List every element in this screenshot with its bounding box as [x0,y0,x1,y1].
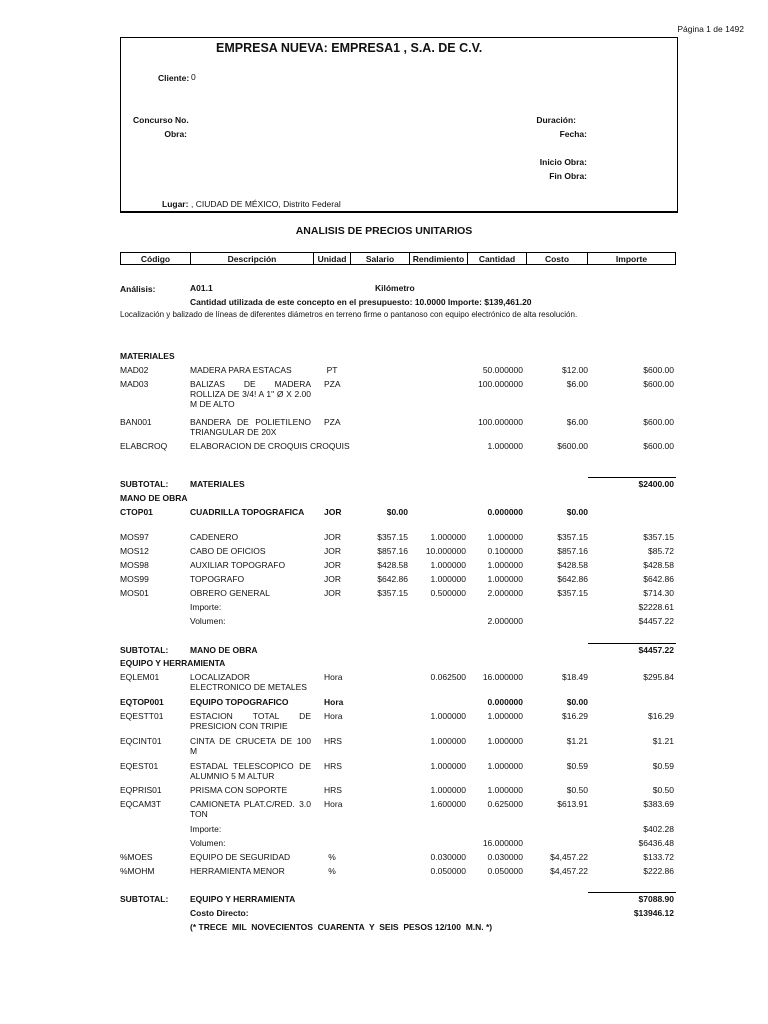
row-importe: $1.21 [652,736,674,746]
subtotal-value: $7088.90 [638,894,674,904]
row-costo: $16.29 [562,711,588,721]
importe-value: $402.28 [643,824,674,834]
row-code: EQPRIS01 [120,785,162,795]
row-code: MAD02 [120,365,149,375]
row-rendimiento: 1.000000 [430,761,466,771]
page-title: ANALISIS DE PRECIOS UNITARIOS [295,225,473,237]
row-cantidad: 1.000000 [487,532,523,542]
company-name: EMPRESA NUEVA: EMPRESA1 , S.A. DE C.V. [216,41,483,55]
section-materiales: MATERIALES [120,351,175,361]
row-rendimiento: 1.000000 [430,560,466,570]
row-salario: $857.16 [377,546,408,556]
row-description: AUXILIAR TOPOGRAFO [190,560,286,570]
row-unit: JOR [324,588,341,598]
row-rendimiento: 1.000000 [430,532,466,542]
row-unit: JOR [324,560,341,570]
col-header-costo: Costo [526,252,588,265]
lugar-label: Lugar: [162,199,189,209]
duracion-label: Duración: [536,115,576,125]
row-code: MOS12 [120,546,149,556]
row-importe: $0.59 [652,761,674,771]
row-description: TOPOGRAFO [190,574,245,584]
row-unit: Hora [324,711,343,721]
col-header-rendimiento: Rendimiento [409,252,468,265]
subtotal-name: MANO DE OBRA [190,645,258,655]
row-code: ELABCROQ [120,441,168,451]
row-salario: $428.58 [377,560,408,570]
row-unit: PZA [324,417,341,427]
row-description: CINTA DE CRUCETA DE 100 M [190,736,311,756]
row-description: EQUIPO DE SEGURIDAD [190,852,291,862]
row-costo: $428.58 [557,560,588,570]
volumen-label: Volumen: [190,616,226,626]
row-importe: $295.84 [643,672,674,682]
subtotal-name: MATERIALES [190,479,245,489]
analisis-quantity: Cantidad utilizada de este concepto en el presupuesto: 10.0000 Importe: $139,461.20 [190,297,532,307]
row-importe: $383.69 [643,799,674,809]
row-unit: HRS [324,761,342,771]
row-description: CADENERO [190,532,239,542]
row-code: MOS98 [120,560,149,570]
row-cantidad: 0.000000 [487,507,523,517]
subtotal-label: SUBTOTAL: [120,894,169,904]
row-unit: HRS [324,736,342,746]
row-cantidad: 1.000000 [487,441,523,451]
row-importe: $600.00 [643,417,674,427]
volumen-value: $4457.22 [638,616,674,626]
lugar-value: , CIUDAD DE MÉXICO, Distrito Federal [191,199,341,209]
cliente-value: 0 [191,72,196,82]
row-cantidad: 0.030000 [487,852,523,862]
row-code: EQCINT01 [120,736,162,746]
row-cantidad: 2.000000 [487,588,523,598]
section-mano-de-obra: MANO DE OBRA [120,493,188,503]
row-description: OBRERO GENERAL [190,588,270,598]
concurso-label: Concurso No. [133,115,189,125]
row-importe: $133.72 [643,852,674,862]
fecha-label: Fecha: [559,129,587,139]
row-costo: $357.15 [557,532,588,542]
col-header-cantidad: Cantidad [467,252,527,265]
row-code: MAD03 [120,379,149,389]
section-equipo: EQUIPO Y HERRAMIENTA [120,658,226,668]
row-unit: PZA [324,379,341,389]
row-description: CABO DE OFICIOS [190,546,266,556]
row-code: MOS97 [120,532,149,542]
row-importe: $600.00 [643,365,674,375]
row-rendimiento: 0.062500 [430,672,466,682]
importe-label: Importe: [190,824,222,834]
row-code: %MOES [120,852,153,862]
volumen-cantidad: 16.000000 [482,838,523,848]
row-cantidad: 1.000000 [487,761,523,771]
row-cantidad: 100.000000 [478,379,523,389]
importe-value: $2228.61 [638,602,674,612]
row-costo: $18.49 [562,672,588,682]
row-salario: $357.15 [377,588,408,598]
row-rendimiento: 1.000000 [430,711,466,721]
row-importe: $222.86 [643,866,674,876]
row-description: CUADRILLA TOPOGRAFICA [190,507,305,517]
page-number: Página 1 de 1492 [677,24,744,34]
subtotal-value: $4457.22 [638,645,674,655]
row-costo: $12.00 [562,365,588,375]
analisis-label: Análisis: [120,284,156,294]
cliente-label: Cliente: [158,73,190,83]
row-costo: $6.00 [566,379,588,389]
inicio-obra-label: Inicio Obra: [539,157,587,167]
subtotal-rule [588,477,676,478]
row-unit: Hora [324,799,343,809]
row-costo: $613.91 [557,799,588,809]
row-cantidad: 1.000000 [487,785,523,795]
col-header-codigo: Código [120,252,191,265]
row-description: ESTADAL TELESCOPICO DE ALUMNIO 5 M ALTUR [190,761,311,781]
row-description: ELABORACION DE CROQUIS CROQUIS [190,441,350,451]
volumen-label: Volumen: [190,838,226,848]
row-unit: HRS [324,785,342,795]
row-unit: JOR [324,507,342,517]
row-code: CTOP01 [120,507,153,517]
row-unit: Hora [324,697,344,707]
row-cantidad: 0.000000 [487,697,523,707]
row-unit: JOR [324,532,341,542]
row-importe: $600.00 [643,441,674,451]
row-cantidad: 0.100000 [487,546,523,556]
row-importe: $642.86 [643,574,674,584]
row-code: EQEST01 [120,761,159,771]
col-header-salario: Salario [350,252,410,265]
row-cantidad: 1.000000 [487,711,523,721]
row-code: EQESTT01 [120,711,164,721]
costo-directo-label: Costo Directo: [190,908,249,918]
row-unit: PT [326,365,338,375]
row-costo: $0.00 [566,507,588,517]
row-cantidad: 0.625000 [487,799,523,809]
row-costo: $357.15 [557,588,588,598]
row-code: MOS99 [120,574,149,584]
row-rendimiento: 1.000000 [430,785,466,795]
row-cantidad: 50.000000 [482,365,523,375]
row-importe: $0.50 [652,785,674,795]
row-unit: JOR [324,546,341,556]
row-rendimiento: 1.600000 [430,799,466,809]
row-code: BAN001 [120,417,152,427]
row-description: PRISMA CON SOPORTE [190,785,288,795]
row-description: BALIZAS DE MADERA ROLLIZA DE 3/4! A 1" Ø X 2.00 M DE ALTO [190,379,311,409]
subtotal-label: SUBTOTAL: [120,479,169,489]
volumen-cantidad: 2.000000 [487,616,523,626]
row-costo: $857.16 [557,546,588,556]
row-code: EQTOP001 [120,697,164,707]
row-costo: $0.59 [566,761,588,771]
analisis-description: Localización y balizado de líneas de diferentes diámetros en terreno firme o pantanoso con equipo electrónico de alta resolución. [120,310,578,319]
row-rendimiento: 0.030000 [430,852,466,862]
row-unit: % [328,852,336,862]
row-code: %MOHM [120,866,155,876]
row-importe: $600.00 [643,379,674,389]
row-cantidad: 1.000000 [487,736,523,746]
amount-in-words: (* TRECE MIL NOVECIENTOS CUARENTA Y SEIS PESOS 12/100 M.N. *) [190,922,493,932]
row-rendimiento: 10.000000 [425,546,466,556]
row-cantidad: 16.000000 [482,672,523,682]
row-rendimiento: 1.000000 [430,736,466,746]
row-costo: $6.00 [566,417,588,427]
col-header-unidad: Unidad [313,252,351,265]
row-description: EQUIPO TOPOGRAFICO [190,697,289,707]
row-rendimiento: 0.050000 [430,866,466,876]
volumen-value: $6436.48 [638,838,674,848]
row-code: MOS01 [120,588,149,598]
row-description: BANDERA DE POLIETILENO TRIANGULAR DE 20X [190,417,311,437]
row-importe: $428.58 [643,560,674,570]
row-rendimiento: 1.000000 [430,574,466,584]
row-salario: $357.15 [377,532,408,542]
row-importe: $714.30 [643,588,674,598]
row-cantidad: 1.000000 [487,560,523,570]
row-costo: $0.50 [566,785,588,795]
row-cantidad: 1.000000 [487,574,523,584]
row-salario: $642.86 [377,574,408,584]
row-costo: $0.00 [566,697,588,707]
row-costo: $4,457.22 [550,852,588,862]
subtotal-label: SUBTOTAL: [120,645,169,655]
row-code: EQLEM01 [120,672,160,682]
obra-label: Obra: [164,129,187,139]
row-costo: $4,457.22 [550,866,588,876]
col-header-importe: Importe [587,252,676,265]
row-description: ESTACION TOTAL DE PRESICION CON TRIPIE [190,711,311,731]
fin-obra-label: Fin Obra: [549,171,587,181]
row-salario: $0.00 [386,507,408,517]
row-rendimiento: 0.500000 [430,588,466,598]
row-unit: % [328,866,336,876]
analisis-code: A01.1 [190,283,213,293]
subtotal-rule [588,892,676,893]
row-unit: Hora [324,672,343,682]
col-header-descripcion: Descripción [190,252,314,265]
costo-directo-value: $13946.12 [633,908,674,918]
row-cantidad: 0.050000 [487,866,523,876]
row-costo: $642.86 [557,574,588,584]
row-description: CAMIONETA PLAT.C/RED. 3.0 TON [190,799,311,819]
importe-label: Importe: [190,602,222,612]
subtotal-name: EQUIPO Y HERRAMIENTA [190,894,296,904]
row-unit: JOR [324,574,341,584]
subtotal-rule [588,643,676,644]
row-code: EQCAM3T [120,799,162,809]
row-description: LOCALIZADOR ELECTRONICO DE METALES [190,672,307,692]
subtotal-value: $2400.00 [638,479,674,489]
row-importe: $85.72 [648,546,674,556]
row-importe: $16.29 [648,711,674,721]
row-cantidad: 100.000000 [478,417,523,427]
row-costo: $600.00 [557,441,588,451]
analisis-unit: Kilómetro [375,283,415,293]
row-importe: $357.15 [643,532,674,542]
row-description: MADERA PARA ESTACAS [190,365,292,375]
header-box [120,37,678,213]
row-costo: $1.21 [566,736,588,746]
row-description: HERRAMIENTA MENOR [190,866,285,876]
